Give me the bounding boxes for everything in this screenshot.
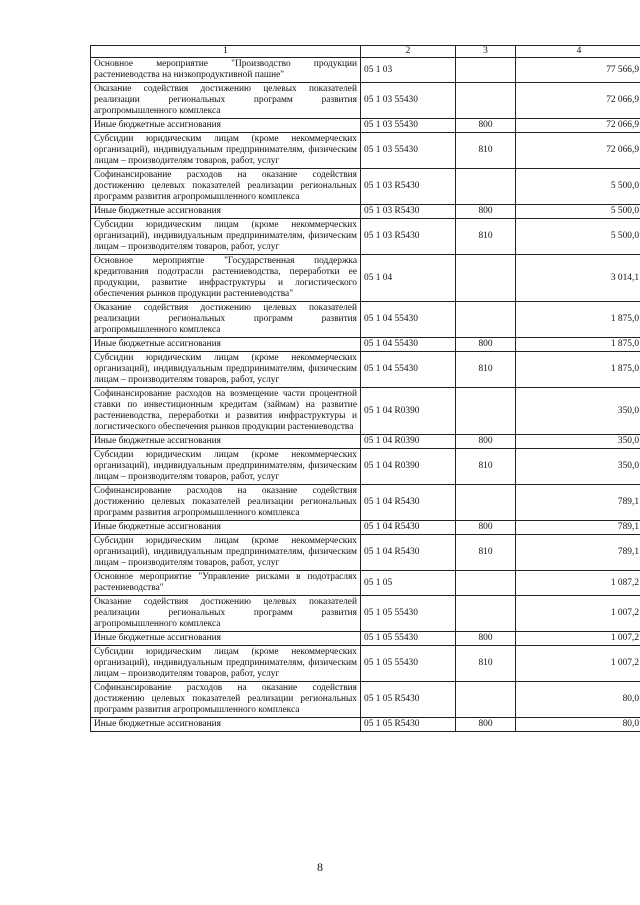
row-expense-type [456,571,516,596]
row-expense-type: 810 [456,449,516,485]
table-row [91,338,640,352]
table-row [91,219,640,255]
row-amount: 789,1 [516,521,640,535]
row-name: Основное мероприятие "Управление рисками в подотраслях растениеводства" [91,571,361,596]
row-code: 05 1 03 55430 [361,83,456,119]
row-amount: 72 066,9 [516,133,640,169]
row-amount: 1 007,2 [516,596,640,632]
row-code: 05 1 04 R5430 [361,521,456,535]
table-header-row [91,46,640,58]
row-code: 05 1 03 [361,58,456,83]
row-expense-type [456,596,516,632]
row-name: Иные бюджетные ассигнования [91,119,361,133]
table-row [91,435,640,449]
row-expense-type [456,58,516,83]
table-row [91,205,640,219]
table-row [91,682,640,718]
header-col-3: 3 [456,46,516,58]
table-row [91,169,640,205]
row-expense-type [456,83,516,119]
row-amount: 80,0 [516,718,640,732]
row-code: 05 1 04 R0390 [361,388,456,435]
row-name: Иные бюджетные ассигнования [91,521,361,535]
row-name: Субсидии юридическим лицам (кроме некоммерческих организаций), индивидуальным предпринимателям, физическим лицам – производителям товаров, работ, услуг [91,449,361,485]
row-expense-type [456,388,516,435]
row-expense-type: 800 [456,435,516,449]
header-col-1: 1 [91,46,361,58]
row-expense-type: 810 [456,219,516,255]
row-amount: 1 087,2 [516,571,640,596]
row-expense-type: 800 [456,521,516,535]
table-row [91,255,640,302]
row-expense-type: 800 [456,338,516,352]
row-code: 05 1 04 [361,255,456,302]
row-code: 05 1 05 R5430 [361,682,456,718]
row-amount: 80,0 [516,682,640,718]
row-name: Основное мероприятие "Производство продукции растениеводства на низкопродуктивной пашне" [91,58,361,83]
row-expense-type: 800 [456,632,516,646]
row-expense-type [456,169,516,205]
row-name: Софинансирование расходов на оказание содействия достижению целевых показателей реализации региональных программ развития агропромышленного комплекса [91,682,361,718]
row-name: Субсидии юридическим лицам (кроме некоммерческих организаций), индивидуальным предпринимателям, физическим лицам – производителям товаров, работ, услуг [91,219,361,255]
row-name: Софинансирование расходов на оказание содействия достижению целевых показателей реализации региональных программ развития агропромышленного комплекса [91,169,361,205]
row-code: 05 1 04 R0390 [361,435,456,449]
row-amount: 1 007,2 [516,646,640,682]
row-amount: 72 066,9 [516,83,640,119]
row-amount: 3 014,1 [516,255,640,302]
row-expense-type [456,485,516,521]
table-row [91,58,640,83]
row-amount: 350,0 [516,449,640,485]
row-name: Субсидии юридическим лицам (кроме некоммерческих организаций), индивидуальным предпринимателям, физическим лицам – производителям товаров, работ, услуг [91,646,361,682]
table-row [91,521,640,535]
row-code: 05 1 04 55430 [361,352,456,388]
row-expense-type [456,682,516,718]
row-code: 05 1 04 R5430 [361,485,456,521]
row-code: 05 1 03 55430 [361,119,456,133]
row-name: Субсидии юридическим лицам (кроме некоммерческих организаций), индивидуальным предпринимателям, физическим лицам – производителям товаров, работ, услуг [91,352,361,388]
row-expense-type: 810 [456,535,516,571]
row-code: 05 1 03 55430 [361,133,456,169]
row-code: 05 1 04 R5430 [361,535,456,571]
table-row [91,718,640,732]
row-code: 05 1 05 55430 [361,596,456,632]
row-name: Софинансирование расходов на оказание содействия достижению целевых показателей реализации региональных программ развития агропромышленного комплекса [91,485,361,521]
table-row [91,119,640,133]
row-expense-type: 800 [456,205,516,219]
row-expense-type: 800 [456,718,516,732]
header-col-2: 2 [361,46,456,58]
row-code: 05 1 05 R5430 [361,718,456,732]
header-col-4: 4 [516,46,640,58]
row-expense-type: 800 [456,119,516,133]
row-name: Иные бюджетные ассигнования [91,632,361,646]
page-number: 8 [317,860,323,874]
row-name: Иные бюджетные ассигнования [91,205,361,219]
table-row [91,302,640,338]
row-code: 05 1 03 R5430 [361,205,456,219]
row-expense-type: 810 [456,133,516,169]
row-code: 05 1 04 55430 [361,338,456,352]
row-name: Иные бюджетные ассигнования [91,338,361,352]
table-row [91,83,640,119]
row-amount: 5 500,0 [516,219,640,255]
row-name: Оказание содействия достижению целевых показателей реализации региональных программ развития агропромышленного комплекса [91,83,361,119]
row-code: 05 1 04 R0390 [361,449,456,485]
row-name: Субсидии юридическим лицам (кроме некоммерческих организаций), индивидуальным предпринимателям, физическим лицам – производителям товаров, работ, услуг [91,535,361,571]
table-row [91,571,640,596]
row-expense-type: 810 [456,646,516,682]
row-amount: 1 875,0 [516,338,640,352]
table-row [91,646,640,682]
row-amount: 5 500,0 [516,169,640,205]
row-expense-type [456,302,516,338]
row-amount: 350,0 [516,435,640,449]
row-name: Софинансирование расходов на возмещение части процентной ставки по инвестиционным кредитам (займам) на развитие растениеводства, переработки и развития инфраструктуры и логистического обеспечения рынков продукции растениеводства [91,388,361,435]
row-code: 05 1 03 R5430 [361,219,456,255]
row-name: Оказание содействия достижению целевых показателей реализации региональных программ развития агропромышленного комплекса [91,596,361,632]
row-expense-type [456,255,516,302]
row-amount: 72 066,9 [516,119,640,133]
row-name: Иные бюджетные ассигнования [91,718,361,732]
row-name: Иные бюджетные ассигнования [91,435,361,449]
table-row [91,485,640,521]
row-amount: 1 875,0 [516,352,640,388]
table-row [91,535,640,571]
row-code: 05 1 05 55430 [361,632,456,646]
row-amount: 1 007,2 [516,632,640,646]
row-amount: 77 566,9 [516,58,640,83]
budget-table [90,45,640,732]
row-name: Оказание содействия достижению целевых показателей реализации региональных программ развития агропромышленного комплекса [91,302,361,338]
row-amount: 789,1 [516,485,640,521]
table-row [91,632,640,646]
row-amount: 789,1 [516,535,640,571]
row-amount: 1 875,0 [516,302,640,338]
table-row [91,133,640,169]
table-row [91,352,640,388]
row-name: Субсидии юридическим лицам (кроме некоммерческих организаций), индивидуальным предпринимателям, физическим лицам – производителям товаров, работ, услуг [91,133,361,169]
table-row [91,596,640,632]
row-amount: 5 500,0 [516,205,640,219]
row-code: 05 1 05 [361,571,456,596]
row-code: 05 1 03 R5430 [361,169,456,205]
row-amount: 350,0 [516,388,640,435]
table-row [91,388,640,435]
table-row [91,449,640,485]
row-code: 05 1 04 55430 [361,302,456,338]
row-code: 05 1 05 55430 [361,646,456,682]
budget-table-body [91,46,640,732]
row-name: Основное мероприятие "Государственная поддержка кредитования подотрасли растениеводства, переработки ее продукции, развитие инфраструктуры и логистического обеспечения рынков продукции растениеводства" [91,255,361,302]
row-expense-type: 810 [456,352,516,388]
